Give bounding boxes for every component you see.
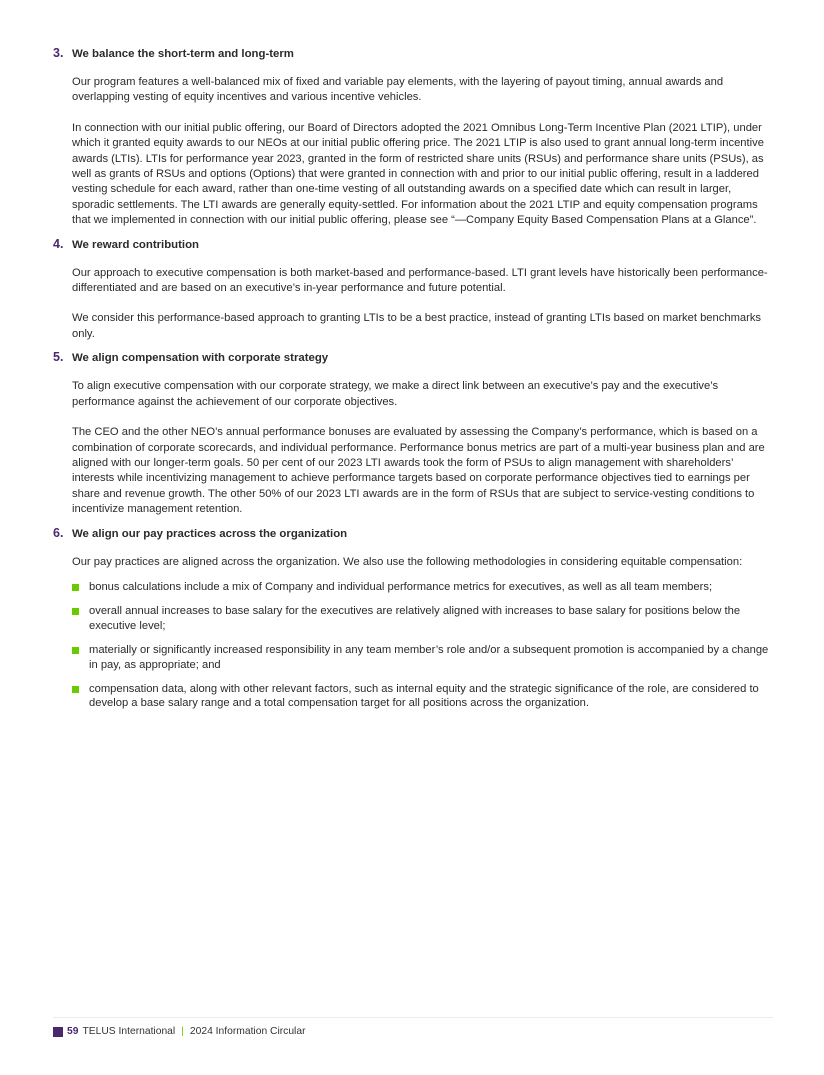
list-item-text: materially or significantly increased responsibility in any team member’s role and/or a subsequent promotion is accompanied by a change in pay, as appropriate; and bbox=[89, 644, 769, 671]
list-item-text: compensation data, along with other relevant factors, such as internal equity and the strategic significance of the role, are considered to develop a base salary range and a total compensation target for all positions across the organization. bbox=[89, 682, 759, 710]
list-item bbox=[72, 682, 773, 711]
footer-company: TELUS International bbox=[82, 1026, 176, 1037]
paragraph: Our pay practices are aligned across the organization. We also use the following methodologies in considering equitable compensation: bbox=[72, 555, 743, 568]
list-item-text: overall annual increases to base salary for the executives are relatively aligned with increases to base salary for positions below the executive level; bbox=[89, 605, 741, 632]
section-number: 6. bbox=[53, 525, 64, 540]
paragraph: In connection with our initial public offering, our Board of Directors adopted the 2021 Omnibus Long-Term Incentive Plan (2021 LTIP), under which it granted equity awards to our NEOs at our initial public offering price. The 2021 LTIP is also used to grant annual long-term incentive awards (LTIs). LTIs for performance year 2023, granted in the form of restricted share units (RSUs) and performance share units (PSUs), as well as grants of RSUs and options (Options) that were granted in connection with and prior to our initial public offering, result in a laddered vesting schedule for each award, rather than one-time vesting of all outstanding awards on a specified date which can result in larger, sporadic settlements. The LTI awards are generally equity-settled. For information about the 2021 LTIP and equity compensation programs that we implemented in connection with our initial public offering, please see “—Company Equity Based Compensation Plans at a Glance”. bbox=[72, 121, 764, 227]
bullet-square-icon bbox=[72, 608, 79, 615]
section-heading bbox=[53, 46, 773, 61]
list-item-text: bonus calculations include a mix of Company and individual performance metrics for executives, as well as all team members; bbox=[89, 580, 713, 593]
footer-document-title: 2024 Information Circular bbox=[189, 1026, 306, 1037]
bullet-square-icon bbox=[72, 686, 79, 693]
section-title: We reward contribution bbox=[72, 238, 199, 251]
paragraph: We consider this performance-based approach to granting LTIs to be a best practice, instead of granting LTIs based on market benchmarks only. bbox=[72, 312, 762, 340]
section-number: 3. bbox=[53, 46, 64, 60]
section-4 bbox=[53, 237, 773, 343]
section-5 bbox=[53, 350, 773, 517]
page-footer bbox=[53, 1026, 306, 1037]
bullet-square-icon bbox=[72, 647, 79, 654]
document-body bbox=[53, 46, 773, 721]
section-number: 5. bbox=[53, 350, 64, 365]
section-heading bbox=[53, 237, 773, 252]
section-title: We align compensation with corporate strategy bbox=[72, 352, 329, 365]
section-6 bbox=[53, 526, 773, 711]
section-heading bbox=[53, 526, 773, 541]
footer-divider bbox=[53, 1017, 773, 1018]
section-3 bbox=[53, 46, 773, 229]
footer-separator: | bbox=[181, 1026, 184, 1037]
paragraph: To align executive compensation with our corporate strategy, we make a direct link between an executive’s pay and the executive’s performance against the achievement of our corporate objectives. bbox=[72, 380, 719, 408]
list-item bbox=[72, 580, 773, 594]
paragraph: The CEO and the other NEO’s annual performance bonuses are evaluated by assessing the Company’s performance, which is based on a combination of corporate scorecards, and individual performance. Performance bonus metrics are part of a multi-year business plan and are aligned with our longer-term goals. 50 per cent of our 2023 LTI awards took the form of PSUs to align management with shareholders’ interests while incentivizing management to achieve performance targets based on corporate performance objectives tied to earnings per share and revenue growth. The other 50% of our 2023 LTI awards are in the form of RSUs that are subject to service-vesting conditions to incentivize management retention. bbox=[72, 426, 765, 516]
section-number: 4. bbox=[53, 236, 64, 251]
page-number: 59 bbox=[67, 1026, 79, 1037]
bullet-list bbox=[72, 580, 773, 711]
paragraph: Our approach to executive compensation is both market-based and performance-based. LTI grant levels have historically been performance-differentiated and are based on an executive’s in-year performance and future potential. bbox=[72, 266, 768, 295]
section-heading bbox=[53, 350, 773, 365]
section-title: We balance the short-term and long-term bbox=[72, 48, 294, 60]
list-item bbox=[72, 643, 773, 672]
page-marker-icon bbox=[53, 1027, 63, 1037]
list-item bbox=[72, 604, 773, 633]
section-title: We align our pay practices across the organization bbox=[72, 527, 348, 540]
paragraph: Our program features a well-balanced mix of fixed and variable pay elements, with the layering of payout timing, annual awards and overlapping vesting of equity incentives and various incentive vehicles. bbox=[72, 76, 724, 104]
bullet-square-icon bbox=[72, 584, 79, 591]
